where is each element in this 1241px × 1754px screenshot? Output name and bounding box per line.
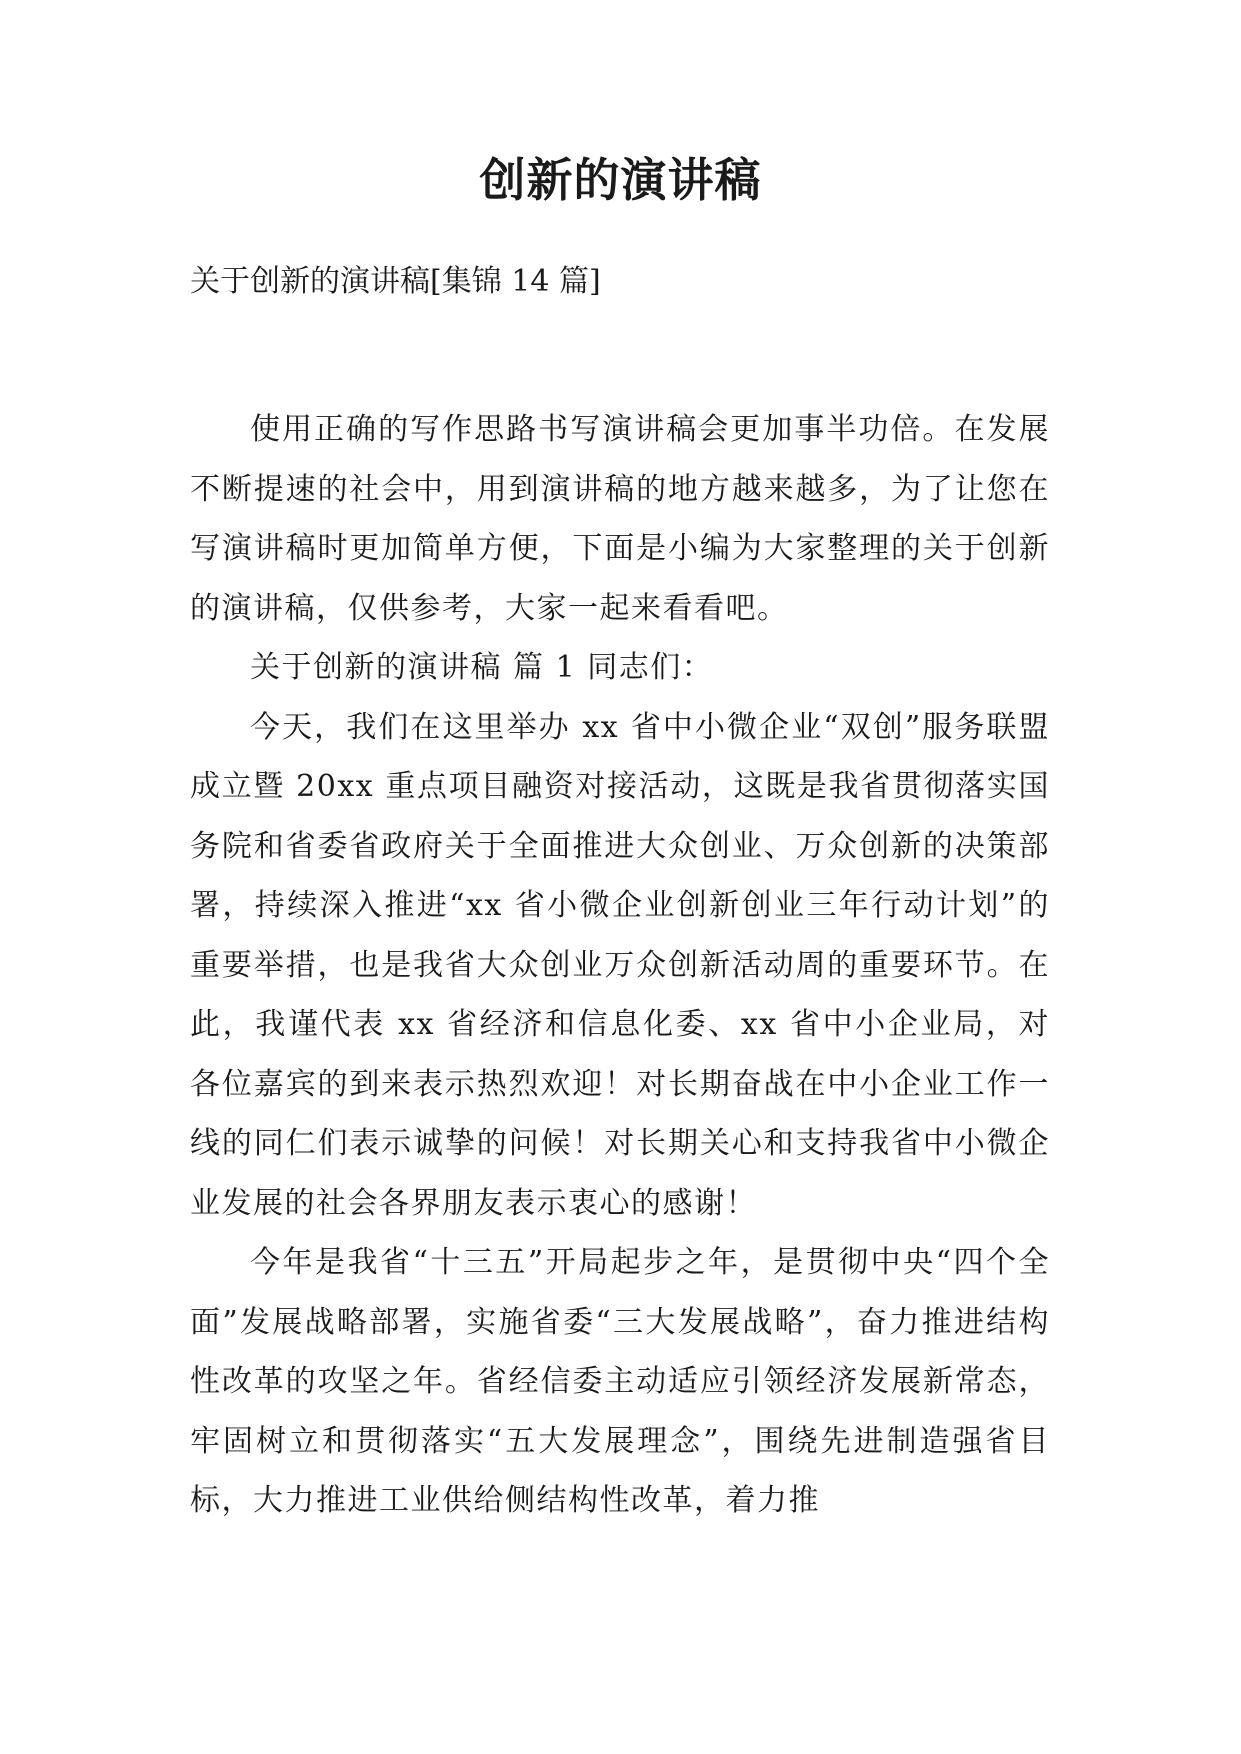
document-title: 创新的演讲稿 xyxy=(479,153,762,207)
document-subtitle: 关于创新的演讲稿[集锦 14 篇] xyxy=(190,264,601,299)
document-body xyxy=(190,400,1050,1531)
body-paragraph: 今天，我们在这里举办 xx 省中小微企业“双创”服务联盟成立暨 20xx 重点项目融资对接活动，这既是我省贯彻落实国务院和省委省政府关于全面推进大众创业、万众创新的决策部署，持续深入推进“xx 省小微企业创新创业三年行动计划”的重要举措，也是我省大众创业万众创新活动周的重要环节。在此，我谨代表 xx 省经济和信息化委、xx 省中小企业局，对各位嘉宾的到来表示热烈欢迎！对长期奋战在中小企业工作一线的同仁们表示诚挚的问候！对长期关心和支持我省中小微企业发展的社会各界朋友表示衷心的感谢！ xyxy=(190,709,1050,1221)
intro-paragraph: 使用正确的写作思路书写演讲稿会更加事半功倍。在发展不断提速的社会中，用到演讲稿的地方越来越多，为了让您在写演讲稿时更加简单方便，下面是小编为大家整理的关于创新的演讲稿，仅供参考，大家一起来看看吧。 xyxy=(190,412,1050,626)
body-paragraph: 今年是我省“十三五”开局起步之年，是贯彻中央“四个全面”发展战略部署，实施省委“三大发展战略”，奋力推进结构性改革的攻坚之年。省经信委主动适应引领经济发展新常态，牢固树立和贯彻落实“五大发展理念”，围绕先进制造强省目标，大力推进工业供给侧结构性改革，着力推 xyxy=(190,1245,1050,1518)
section-heading-paragraph: 关于创新的演讲稿 篇 1 同志们： xyxy=(250,650,714,685)
